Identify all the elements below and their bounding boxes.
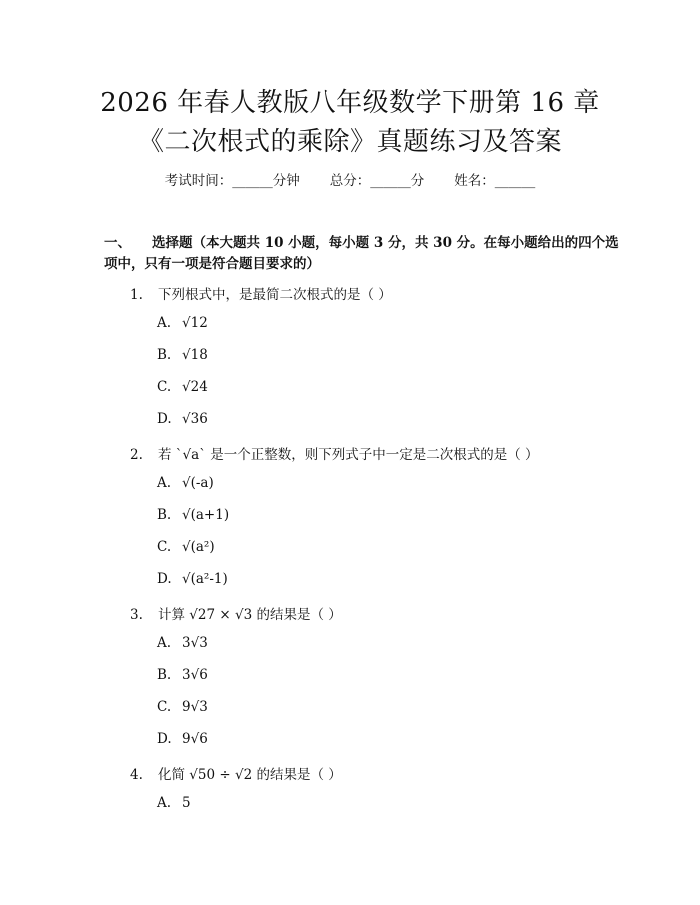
question-2-option-c [157,539,215,555]
section-heading-line-1 [104,231,619,251]
section-heading-line-2: 项中，只有一项是符合题目要求的） [104,256,320,272]
document-title-line-2: 《二次根式的乘除》真题练习及答案 [137,127,562,157]
question-number: 2. [130,447,143,463]
question-3-option-d [157,731,208,747]
option-letter: C. [157,699,172,715]
section-number: 一、 [104,235,131,251]
question-3-option-b [157,667,208,683]
option-letter: D. [157,571,172,587]
option-text: 9√3 [182,699,208,715]
question-1 [130,283,392,303]
question-text: 计算 √27 × √3 的结果是（ ） [158,607,342,623]
question-text: 化简 √50 ÷ √2 的结果是（ ） [158,767,342,783]
option-text: 5 [182,795,191,811]
score-blank: ______ [370,173,411,189]
time-blank: ______ [232,173,273,189]
question-4 [130,763,342,783]
question-3-option-a [157,635,208,651]
question-1-option-c [157,379,208,395]
option-letter: C. [157,539,172,555]
question-2-option-b [157,507,229,523]
document-title-line-1: 2026 年春人教版八年级数学下册第 16 章 [100,88,600,118]
question-1-option-d [157,411,208,427]
time-label: 考试时间： [164,173,233,189]
question-1-option-a [157,315,208,331]
question-2-option-d [157,571,228,587]
name-label: 姓名： [454,173,495,189]
option-text: √(a²) [182,539,215,555]
question-text: 若 `√a` 是一个正整数，则下列式子中一定是二次根式的是（ ） [158,447,539,463]
option-letter: A. [157,475,172,491]
question-3-option-c [157,699,208,715]
section-heading-text: 选择题（本大题共 10 小题，每小题 3 分，共 30 分。在每小题给出的四个选 [152,235,619,251]
option-letter: C. [157,379,172,395]
option-text: √18 [182,347,208,363]
option-text: √36 [182,411,208,427]
option-text: √(-a) [182,475,214,491]
option-letter: B. [157,667,172,683]
option-letter: A. [157,635,172,651]
question-text: 下列根式中，是最简二次根式的是（ ） [158,287,392,303]
question-2 [130,443,539,463]
question-number: 3. [130,607,143,623]
name-blank: ______ [494,173,536,189]
question-number: 4. [130,767,143,783]
score-unit: 分 [410,173,425,189]
option-letter: A. [157,315,172,331]
option-letter: A. [157,795,172,811]
question-1-option-b [157,347,208,363]
option-text: 3√3 [182,635,208,651]
option-text: √24 [182,379,208,395]
option-text: √12 [182,315,208,331]
option-letter: B. [157,507,172,523]
question-3 [130,603,342,623]
option-text: √(a²-1) [182,571,228,587]
option-letter: D. [157,411,172,427]
option-text: 3√6 [182,667,208,683]
option-letter: D. [157,731,172,747]
option-text: 9√6 [182,731,208,747]
question-2-option-a [157,475,214,491]
question-4-option-a [157,795,191,811]
option-letter: B. [157,347,172,363]
exam-meta-row [0,169,700,189]
score-label: 总分： [329,173,371,189]
question-number: 1. [130,287,143,303]
option-text: √(a+1) [182,507,230,523]
time-unit: 分钟 [272,173,300,189]
